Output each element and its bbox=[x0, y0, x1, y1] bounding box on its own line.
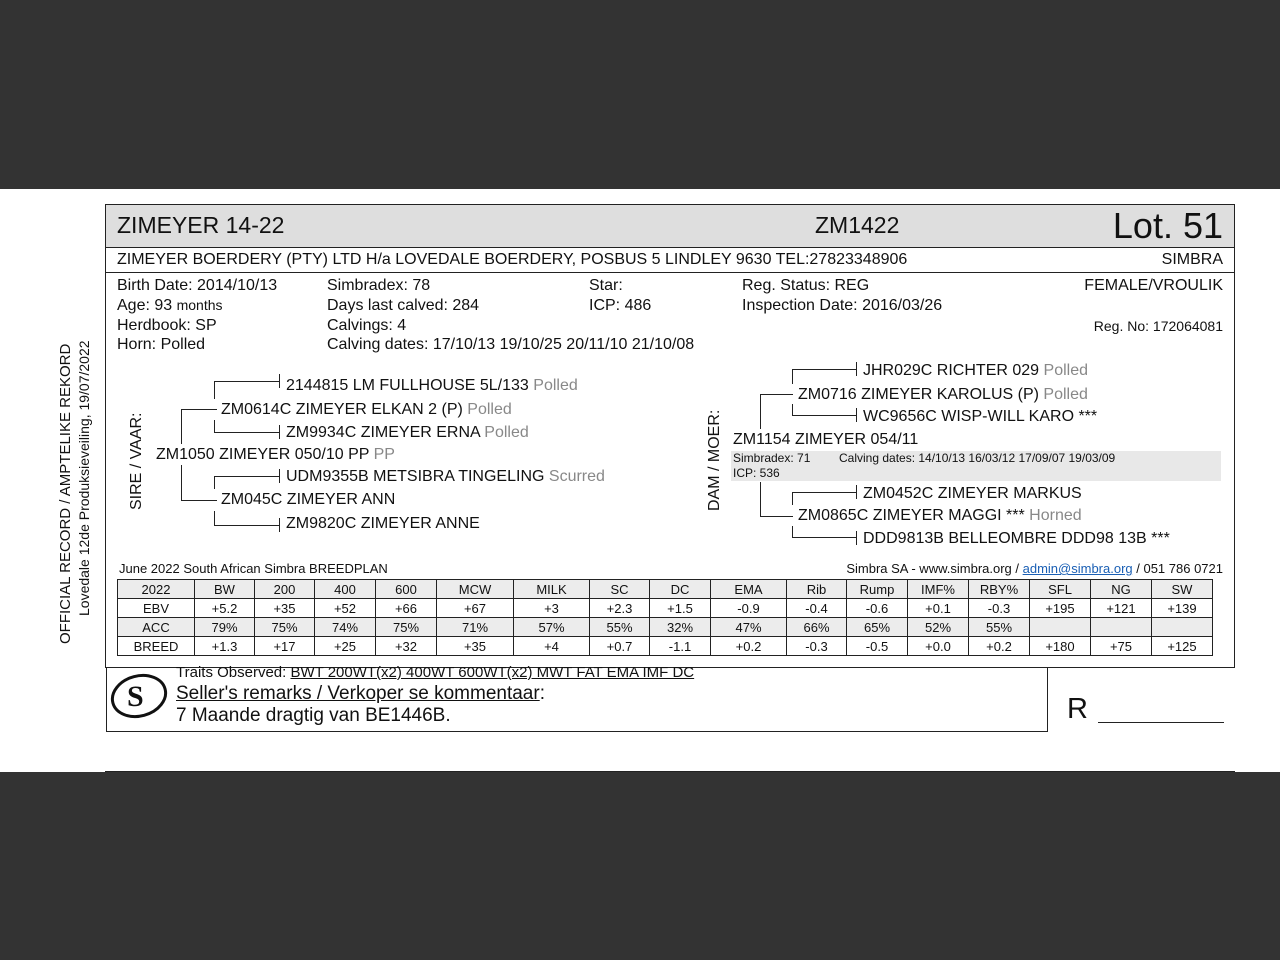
table-cell bbox=[1030, 618, 1091, 637]
table-cell: 32% bbox=[650, 618, 711, 637]
header-cell: RBY% bbox=[969, 580, 1030, 599]
table-cell: 75% bbox=[376, 618, 437, 637]
sire-sire-dam-name: ZM9934C ZIMEYER ERNA bbox=[286, 424, 480, 441]
inspection-date: Inspection Date: 2016/03/26 bbox=[742, 297, 943, 314]
table-cell: +52 bbox=[315, 599, 376, 618]
dam-sire-dam: WC9656C WISP-WILL KARO *** bbox=[863, 408, 1098, 425]
simbra-email-link[interactable]: admin@simbra.org bbox=[1022, 561, 1133, 576]
horn-status: Horn: Polled bbox=[117, 336, 206, 353]
sire-label: SIRE / VAAR: bbox=[128, 412, 145, 510]
table-cell: -0.3 bbox=[969, 599, 1030, 618]
header-cell: DC bbox=[650, 580, 711, 599]
table-cell: -0.6 bbox=[847, 599, 908, 618]
ebv-row bbox=[118, 599, 1213, 618]
table-cell: +75 bbox=[1091, 637, 1152, 656]
header-cell: SFL bbox=[1030, 580, 1091, 599]
reg-status: Reg. Status: REG bbox=[742, 277, 870, 294]
simbra-website: Simbra SA - www.simbra.org / bbox=[846, 561, 1023, 576]
sire-sire-sire bbox=[286, 377, 578, 395]
table-cell: +3 bbox=[514, 599, 590, 618]
header-cell: 2022 bbox=[118, 580, 195, 599]
seller-remarks-heading bbox=[176, 683, 545, 705]
header-cell: BW bbox=[195, 580, 255, 599]
header-cell: MCW bbox=[437, 580, 514, 599]
traits-value: BWT 200WT(x2) 400WT 600WT(x2) MWT FAT EMA IMF DC bbox=[290, 664, 695, 681]
header-cell: 600 bbox=[376, 580, 437, 599]
table-cell: -0.9 bbox=[711, 599, 787, 618]
star-rating: Star: bbox=[589, 277, 623, 294]
table-cell: +195 bbox=[1030, 599, 1091, 618]
breedplan-table bbox=[117, 579, 1213, 656]
dam-sire-tag: Polled bbox=[1043, 386, 1088, 403]
dam-sire-sire-tag: Polled bbox=[1043, 362, 1088, 379]
table-cell: +125 bbox=[1152, 637, 1213, 656]
table-cell: +0.2 bbox=[711, 637, 787, 656]
animal-name: ZIMEYER 14-22 bbox=[117, 212, 285, 238]
dam-sire bbox=[798, 386, 1088, 404]
breedplan-header-row bbox=[118, 580, 1213, 599]
dam-dam bbox=[798, 507, 1082, 525]
table-cell: +35 bbox=[255, 599, 315, 618]
table-cell bbox=[1091, 618, 1152, 637]
simbra-contact bbox=[846, 561, 1223, 576]
table-cell: -0.3 bbox=[787, 637, 847, 656]
table-cell: BREED bbox=[118, 637, 195, 656]
sire-name: ZM1050 ZIMEYER 050/10 PP bbox=[156, 446, 370, 463]
table-cell: +5.2 bbox=[195, 599, 255, 618]
header-cell: SC bbox=[590, 580, 650, 599]
table-cell: +67 bbox=[437, 599, 514, 618]
dam-sire-sire-name: JHR029C RICHTER 029 bbox=[863, 362, 1040, 379]
birth-date: Birth Date: 2014/10/13 bbox=[117, 277, 278, 294]
lot-card bbox=[105, 204, 1235, 726]
simbra-phone: / 051 786 0721 bbox=[1132, 561, 1223, 576]
price-entry-line[interactable] bbox=[1098, 722, 1224, 723]
sire-sire-dam bbox=[286, 424, 529, 442]
dam-calving-dates: Calving dates: 14/10/13 16/03/12 17/09/07 19/03/09 bbox=[839, 451, 1116, 465]
remarks-panel bbox=[106, 664, 1048, 732]
lot-header bbox=[106, 205, 1234, 248]
seller-remarks-colon: : bbox=[539, 683, 545, 704]
price-label: R bbox=[1067, 693, 1088, 725]
sire-sire-name: ZM0614C ZIMEYER ELKAN 2 (P) bbox=[221, 401, 463, 418]
table-cell: 66% bbox=[787, 618, 847, 637]
breedplan-caption: June 2022 South African Simbra BREEDPLAN bbox=[119, 561, 388, 576]
table-cell: +180 bbox=[1030, 637, 1091, 656]
table-cell: +32 bbox=[376, 637, 437, 656]
header-cell: NG bbox=[1091, 580, 1152, 599]
header-cell: EMA bbox=[711, 580, 787, 599]
sire-sire-dam-tag: Polled bbox=[484, 424, 529, 441]
sire-dam-sire bbox=[286, 468, 605, 486]
table-cell: 74% bbox=[315, 618, 376, 637]
page-divider bbox=[105, 771, 1235, 772]
sire-sire-sire-tag: Polled bbox=[533, 377, 578, 394]
table-cell: +0.1 bbox=[908, 599, 969, 618]
table-cell: +121 bbox=[1091, 599, 1152, 618]
dam-label: DAM / MOER: bbox=[706, 409, 723, 511]
dam-dam-name: ZM0865C ZIMEYER MAGGI *** bbox=[798, 507, 1025, 524]
calving-dates: Calving dates: 17/10/13 19/10/25 20/11/10 21/10/08 bbox=[327, 336, 695, 353]
dam-dam-dam: DDD9813B BELLEOMBRE DDD98 13B *** bbox=[863, 530, 1170, 547]
table-cell: +2.3 bbox=[590, 599, 650, 618]
table-cell: -0.4 bbox=[787, 599, 847, 618]
herdbook: Herdbook: SP bbox=[117, 317, 217, 334]
sire-sire-tag: Polled bbox=[467, 401, 512, 418]
reg-number: Reg. No: 172064081 bbox=[1093, 318, 1223, 334]
sire-sire-sire-name: 2144815 LM FULLHOUSE 5L/133 bbox=[286, 377, 529, 394]
official-record-label: OFFICIAL RECORD / AMPTELIKE REKORD bbox=[57, 343, 74, 644]
sire-dam-sire-name: UDM9355B METSIBRA TINGELING bbox=[286, 468, 545, 485]
table-cell: +0.7 bbox=[590, 637, 650, 656]
header-cell: 200 bbox=[255, 580, 315, 599]
table-cell: 52% bbox=[908, 618, 969, 637]
animal-code: ZM1422 bbox=[815, 212, 900, 238]
table-cell: +0.2 bbox=[969, 637, 1030, 656]
age-unit: months bbox=[176, 297, 223, 313]
table-cell: +1.5 bbox=[650, 599, 711, 618]
header-cell: 400 bbox=[315, 580, 376, 599]
lot-number: Lot. 51 bbox=[1112, 205, 1223, 246]
seller-remarks-label: Seller's remarks / Verkoper se kommentaar bbox=[176, 683, 540, 704]
traits-label: Traits Observed: bbox=[176, 664, 287, 681]
table-cell: +0.0 bbox=[908, 637, 969, 656]
header-cell: SW bbox=[1152, 580, 1213, 599]
simbra-logo-icon bbox=[109, 671, 169, 719]
sex: FEMALE/VROULIK bbox=[1084, 277, 1223, 294]
dam-sire-name: ZM0716 ZIMEYER KAROLUS (P) bbox=[798, 386, 1039, 403]
header-cell: Rump bbox=[847, 580, 908, 599]
table-cell: ACC bbox=[118, 618, 195, 637]
catalogue-page bbox=[0, 189, 1280, 772]
table-cell: +35 bbox=[437, 637, 514, 656]
sire bbox=[156, 446, 395, 464]
table-cell bbox=[1152, 618, 1213, 637]
header-cell: Rib bbox=[787, 580, 847, 599]
svg-text:S: S bbox=[127, 680, 144, 713]
breed-label: SIMBRA bbox=[1161, 251, 1223, 268]
traits-observed bbox=[176, 664, 694, 681]
table-cell: 71% bbox=[437, 618, 514, 637]
dam-sire-sire bbox=[863, 362, 1088, 380]
table-cell: 55% bbox=[590, 618, 650, 637]
table-cell: 47% bbox=[711, 618, 787, 637]
table-cell: -1.1 bbox=[650, 637, 711, 656]
acc-row bbox=[118, 618, 1213, 637]
table-cell: 57% bbox=[514, 618, 590, 637]
seller-remarks-text: 7 Maande dragtig van BE1446B. bbox=[176, 705, 451, 726]
age-value: Age: 93 bbox=[117, 297, 173, 314]
table-cell: EBV bbox=[118, 599, 195, 618]
breed-row bbox=[118, 637, 1213, 656]
sire-dam-dam bbox=[286, 515, 480, 533]
sire-dam-dam-name: ZM9820C ZIMEYER ANNE bbox=[286, 515, 480, 532]
breeder-line bbox=[106, 248, 1234, 273]
dam-dam-tag: Horned bbox=[1029, 507, 1082, 524]
table-cell: +25 bbox=[315, 637, 376, 656]
dam-dam-sire: ZM0452C ZIMEYER MARKUS bbox=[863, 485, 1082, 502]
simbradex: Simbradex: 78 bbox=[327, 277, 431, 294]
table-cell: 75% bbox=[255, 618, 315, 637]
breeder-details: ZIMEYER BOERDERY (PTY) LTD H/a LOVEDALE BOERDERY, POSBUS 5 LINDLEY 9630 TEL:27823348906 bbox=[117, 251, 908, 268]
header-cell: IMF% bbox=[908, 580, 969, 599]
dam-info-bar bbox=[731, 451, 1221, 481]
dam: ZM1154 ZIMEYER 054/11 bbox=[733, 431, 919, 448]
dam-icp: ICP: 536 bbox=[733, 466, 780, 480]
header-cell: MILK bbox=[514, 580, 590, 599]
days-last-calved: Days last calved: 284 bbox=[327, 297, 480, 314]
table-cell: 65% bbox=[847, 618, 908, 637]
sire-sire bbox=[221, 401, 512, 419]
sire-dam-sire-tag: Scurred bbox=[548, 468, 605, 485]
table-cell: 55% bbox=[969, 618, 1030, 637]
dam-simbradex: Simbradex: 71 bbox=[733, 451, 811, 465]
table-cell: +1.3 bbox=[195, 637, 255, 656]
table-cell: +139 bbox=[1152, 599, 1213, 618]
sire-tag: PP bbox=[373, 446, 395, 463]
price-box bbox=[1047, 668, 1236, 731]
calvings: Calvings: 4 bbox=[327, 317, 407, 334]
sire-dam bbox=[221, 491, 395, 509]
age bbox=[117, 297, 223, 315]
table-cell: 79% bbox=[195, 618, 255, 637]
auction-label: Lovedale 12de Produksieveiling, 19/07/2022 bbox=[76, 340, 92, 616]
table-cell: +4 bbox=[514, 637, 590, 656]
table-cell: -0.5 bbox=[847, 637, 908, 656]
table-cell: +17 bbox=[255, 637, 315, 656]
sire-dam-name: ZM045C ZIMEYER ANN bbox=[221, 491, 396, 508]
icp: ICP: 486 bbox=[589, 297, 652, 314]
table-cell: +66 bbox=[376, 599, 437, 618]
